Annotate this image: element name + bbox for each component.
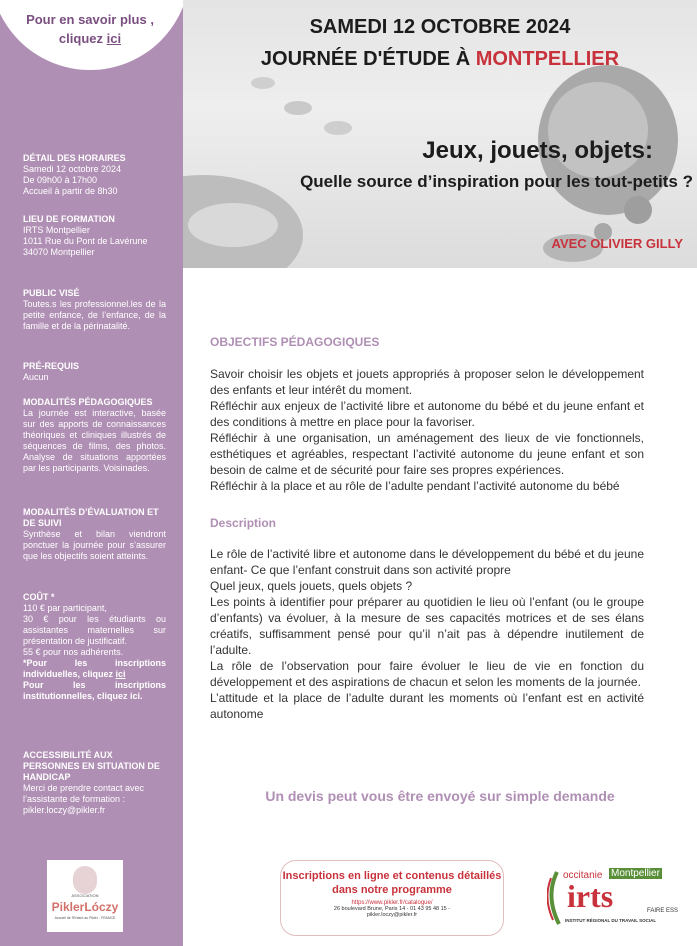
description-item: L’attitude et la place de l’adulte durant les moments où l’enfant est en activité autonome xyxy=(210,691,644,721)
description-item: La rôle de l’observation pour faire évoluer le lieu de vie en fonction du développement et des aspirations de chacun et selon les moments de la journée. xyxy=(210,659,644,689)
modalites-section xyxy=(23,397,166,474)
lieu-section xyxy=(23,214,166,258)
inscriptions-title-2: dans notre programme xyxy=(332,884,452,896)
event-date: SAMEDI 12 OCTOBRE 2024 xyxy=(309,16,571,38)
description-item: Quel jeux, quels jouets, quels objets ? xyxy=(210,579,413,593)
horaires-title: DÉTAIL DES HORAIRES xyxy=(23,153,126,163)
promo-link-block[interactable] xyxy=(0,10,180,48)
prereq-title: PRÉ-REQUIS xyxy=(23,361,80,371)
inscriptions-box[interactable] xyxy=(280,860,504,936)
objectif-item: Réfléchir aux enjeux de l’activité libre et autonome du bébé et du jeune enfant et des conditions à mettre en place pour la favoriser. xyxy=(210,399,644,429)
logo-assoc-text: ASSOCIATION xyxy=(71,893,99,898)
modalites-text: La journée est interactive, basée sur des apports de connaissances théoriques et cliniques illustrés de séquences de films, des photos. Analyse de situations apportées par les participants. Voisinades. xyxy=(23,408,166,473)
description-item: Les points à identifier pour préparer au quotidien le lieu où l’enfant (ou le groupe d’enfants) va évoluer, à la mesure de ses capacités motrices et de ses élans créatifs, suffisamment pensé pour qu’il n’ait pas à dépendre inutilement de l’adulte. xyxy=(210,595,644,657)
individual-inscription-link[interactable]: ici xyxy=(115,669,126,679)
lieu-line: 34070 Montpellier xyxy=(23,247,95,257)
public-section xyxy=(23,288,166,332)
public-title: PUBLIC VISÉ xyxy=(23,288,80,298)
logo-subtitle: Accueil de l'Enfant au Pikler - FRANCE xyxy=(54,916,116,920)
horaires-line: Samedi 12 octobre 2024 xyxy=(23,164,122,174)
access-section xyxy=(23,750,166,816)
irts-logo xyxy=(547,868,687,928)
catalogue-link[interactable]: https://www.pikler.fr/catalogue/ xyxy=(351,900,433,906)
city-name: MONTPELLIER xyxy=(475,48,620,70)
cout-title: COÛT * xyxy=(23,592,55,602)
evaluation-text: Synthèse et bilan viendront ponctuer la journée pour s’assurer que les objectifs soient atteints. xyxy=(23,529,166,561)
prereq-section xyxy=(23,361,166,383)
lieu-line: 1011 Rue du Pont de Lavérune xyxy=(23,236,148,246)
pikler-loczy-logo xyxy=(47,860,123,932)
irts-full-name: INSTITUT RÉGIONAL DU TRAVAIL SOCIAL xyxy=(565,918,657,923)
access-text: Merci de prendre contact avec l’assistante de formation : xyxy=(23,783,145,804)
cout-section xyxy=(23,592,166,702)
promo-line1: Pour en savoir plus , xyxy=(26,12,154,27)
cout-note-individual: *Pour les inscriptions individuelles, cliquez xyxy=(23,658,166,679)
institutional-inscription-link[interactable]: Pour les inscriptions institutionnelles, cliquez ici. xyxy=(23,680,166,701)
irts-name: irts xyxy=(567,878,614,914)
inscriptions-title-1: Inscriptions en ligne et contenus détaillés xyxy=(282,870,502,882)
evaluation-section xyxy=(23,507,166,562)
irts-city: Montpellier xyxy=(611,868,660,879)
description-title: Description xyxy=(210,516,277,530)
prereq-text: Aucun xyxy=(23,372,49,382)
header-banner xyxy=(183,0,697,268)
access-email[interactable]: pikler.loczy@pikler.fr xyxy=(23,805,106,815)
objectifs-list xyxy=(210,366,644,494)
objectif-item: Réfléchir à la place et au rôle de l’adulte pendant l’activité autonome du bébé xyxy=(210,479,620,493)
devis-note: Un devis peut vous être envoyé sur simple demande xyxy=(265,788,615,804)
irts-tag: FAIRE ESS xyxy=(647,908,679,914)
main-subtitle: Quelle source d’inspiration pour les tout-petits ? xyxy=(300,172,693,191)
lieu-line: IRTS Montpellier xyxy=(23,225,90,235)
modalites-title: MODALITÉS PÉDAGOGIQUES xyxy=(23,397,153,407)
objectifs-title: OBJECTIFS PÉDAGOGIQUES xyxy=(210,335,380,349)
lieu-title: LIEU DE FORMATION xyxy=(23,214,115,224)
journee-label: JOURNÉE D'ÉTUDE À xyxy=(260,48,476,70)
inscriptions-address: 26 boulevard Brune, Paris 14 - 01 43 95 48 15 - xyxy=(333,906,451,912)
horaires-line: Accueil à partir de 8h30 xyxy=(23,186,118,196)
access-title: ACCESSIBILITÉ AUX PERSONNES EN SITUATION DE HANDICAP xyxy=(23,750,160,782)
horaires-section xyxy=(23,153,166,197)
sidebar xyxy=(0,0,183,946)
objectif-item: Savoir choisir les objets et jouets appropriés à proposer selon le développement des enfants et leur intérêt du moment. xyxy=(210,367,644,397)
description-item: Le rôle de l’activité libre et autonome dans le développement du bébé et du jeune enfant- Ce que l’enfant construit dans son activité propre xyxy=(210,547,644,577)
speaker: AVEC OLIVIER GILLY xyxy=(551,236,683,251)
promo-link[interactable]: ici xyxy=(106,31,122,46)
cout-line: 110 € par participant, xyxy=(23,603,107,613)
promo-line2: cliquez xyxy=(58,31,107,46)
irts-region: occitanie xyxy=(563,870,603,881)
public-text: Toutes.s les professionnel.les de la petite enfance, de l’enfance, de la famille et de la périnatalité. xyxy=(23,299,166,331)
cout-line: 30 € pour les étudiants ou assistantes maternelles sur présentation de justificatif. xyxy=(23,614,166,646)
logo-name: PiklerLóczy xyxy=(51,900,119,914)
inscriptions-email[interactable]: pikler.loczy@pikler.fr xyxy=(366,912,418,918)
objectif-item: Réfléchir à une organisation, un aménagement des lieux de vie fonctionnels, esthétiques et agréables, respectant l’activité autonome du jeune enfant et son besoin de calme et de sécurité pour faire ses propres expériences. xyxy=(210,431,644,477)
description-list xyxy=(210,546,644,722)
toys-background-photo xyxy=(183,0,697,268)
horaires-line: De 09h00 à 17h00 xyxy=(23,175,98,185)
event-location-line xyxy=(183,48,697,71)
evaluation-title: MODALITÉS D’ÉVALUATION ET DE SUIVI xyxy=(23,507,159,528)
cout-line: 55 € pour nos adhérents. xyxy=(23,647,124,657)
main-title: Jeux, jouets, objets: xyxy=(422,137,653,164)
child-face-icon xyxy=(73,866,97,894)
